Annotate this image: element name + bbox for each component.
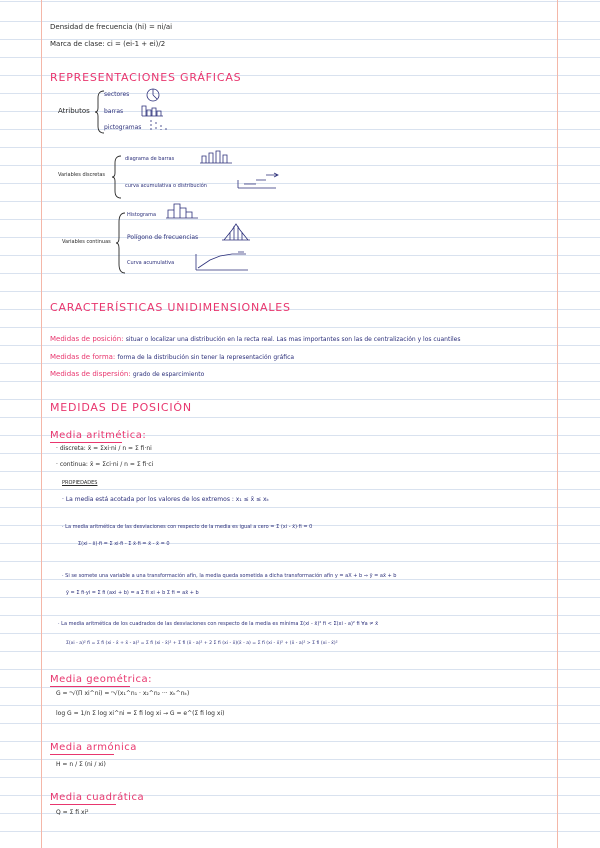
cuadratica-formula: Q = Σ fi xi² <box>56 809 89 816</box>
diagrama-barras-label: diagrama de barras <box>125 156 175 162</box>
propiedad-4-derivation: Σ(xi - a)² fi = Σ fi (xi - x̄ + x̄ - a)² = Σ fi (xi - x̄)² + Σ fi (x̄ - a)² + 2 Σ fi (xi - x̄)(x̄ - a) = Σ fi (xi - x̄)² + (x̄ - a)² > Σ fi (xi - x̄)² <box>66 641 338 646</box>
cumulative-curve-sketch-icon <box>194 248 250 272</box>
discretas-brace <box>112 155 122 199</box>
step-curve-sketch-icon <box>236 170 280 190</box>
bar-sketch-icon <box>142 104 164 116</box>
atributos-label: Atributos <box>58 107 90 115</box>
propiedad-2-derivation: Σ(xi - x̄)·fi = Σ xi·fi - Σ x̄·fi = x̄ - x̄ = 0 <box>78 541 170 547</box>
medidas-dispersion-label: Medidas de dispersión: <box>50 370 131 378</box>
propiedad-1: · La media está acotada por los valores de los extremos : x₁ ≤ x̄ ≤ xₖ <box>62 496 270 503</box>
left-margin-line <box>41 0 42 848</box>
bar-diagram-sketch-icon <box>200 150 234 164</box>
medidas-forma-text: forma de la distribución sin tener la representación gráfica <box>117 354 295 361</box>
continuas-brace <box>116 212 126 274</box>
unidim-title: CARACTERÍSTICAS UNIDIMENSIONALES <box>50 301 291 314</box>
pictogram-sketch-icon <box>150 119 172 131</box>
histograma-label: Histograma <box>127 212 157 218</box>
medidas-posicion-row <box>50 336 460 344</box>
medidas-posicion-label: Medidas de posición: <box>50 335 124 343</box>
media-discreta-formula: · discreta: x̄ = Σxi·ni / n = Σ fi·ni <box>56 445 152 452</box>
pie-sketch-icon <box>146 88 160 102</box>
discretas-label: Variables discretas <box>58 172 106 178</box>
propiedad-4: · La media aritmética de los cuadrados de las desviaciones con respecto de la media es mínima Σ(xi - x̄)² fi < Σ(xi - a)² fi ∀a ≠ x̄ <box>58 621 379 627</box>
medidas-posicion-text: situar o localizar una distribución en la recta real. Las mas importantes son las de centralización y los cuantiles <box>125 336 461 343</box>
media-geometrica-underline <box>50 686 130 687</box>
propiedad-2: · La media aritmética de las desviaciones con respecto de la media es igual a cero = Σ (xi - x̄)·fi = 0 <box>62 524 313 530</box>
media-continua-formula: · continua: x̄ = Σci·ni / n = Σ fi·ci <box>56 461 154 468</box>
media-armonica-heading: Media armónica <box>50 742 137 753</box>
geometrica-formula-2: log G = 1/n Σ log xi^ni = Σ fi log xi → G = e^(Σ fi log xi) <box>56 710 225 717</box>
posicion-title: MEDIDAS DE POSICIÓN <box>50 401 192 414</box>
media-aritmetica-underline <box>50 442 122 443</box>
curva-acum-dist-label: curva acumulativa o distribución <box>125 183 207 189</box>
armonica-formula: H = n / Σ (ni / xi) <box>56 761 106 768</box>
media-cuadratica-heading: Media cuadrática <box>50 792 145 803</box>
propiedad-3-derivation: ȳ = Σ fi·yi = Σ fi (axi + b) = a Σ fi xi + b Σ fi = ax̄ + b <box>66 590 199 596</box>
densidad-formula: Densidad de frecuencia (hi) = ni/ai <box>50 23 173 31</box>
media-aritmetica-heading: Media aritmética: <box>50 430 147 441</box>
medidas-forma-label: Medidas de forma: <box>50 353 116 361</box>
medidas-forma-row <box>50 354 294 362</box>
barras-label: barras <box>104 108 124 115</box>
poligono-label: Polígono de frecuencias <box>127 234 199 241</box>
medidas-dispersion-row <box>50 371 204 379</box>
curva-acum-label: Curva acumulativa <box>127 260 175 266</box>
sectores-label: sectores <box>104 91 130 98</box>
media-geometrica-heading: Media geométrica: <box>50 674 153 685</box>
continuas-label: Variables continuas <box>62 239 111 245</box>
right-margin-line <box>557 0 558 848</box>
polygon-sketch-icon <box>222 222 252 242</box>
propiedad-3: · Si se somete una variable a una transformación afín, la media queda sometida a dicha transformación afín y = aX + b ⇒ ȳ = ax̄ + b <box>62 573 397 579</box>
pictogramas-label: pictogramas <box>104 124 142 131</box>
propiedades-heading: PROPIEDADES <box>62 480 98 486</box>
media-cuadratica-underline <box>50 804 116 805</box>
histogram-sketch-icon <box>166 202 200 220</box>
medidas-dispersion-text: grado de esparcimiento <box>132 371 205 378</box>
geometrica-formula-1: G = ⁿ√(Π xi^ni) = ⁿ√(x₁^n₁ · x₂^n₂ ··· xₖ^nₖ) <box>56 690 190 697</box>
graficas-title: REPRESENTACIONES GRÁFICAS <box>50 71 242 84</box>
marca-clase-formula: Marca de clase: ci = (ei-1 + ei)/2 <box>50 40 166 48</box>
media-armonica-underline <box>50 754 114 755</box>
